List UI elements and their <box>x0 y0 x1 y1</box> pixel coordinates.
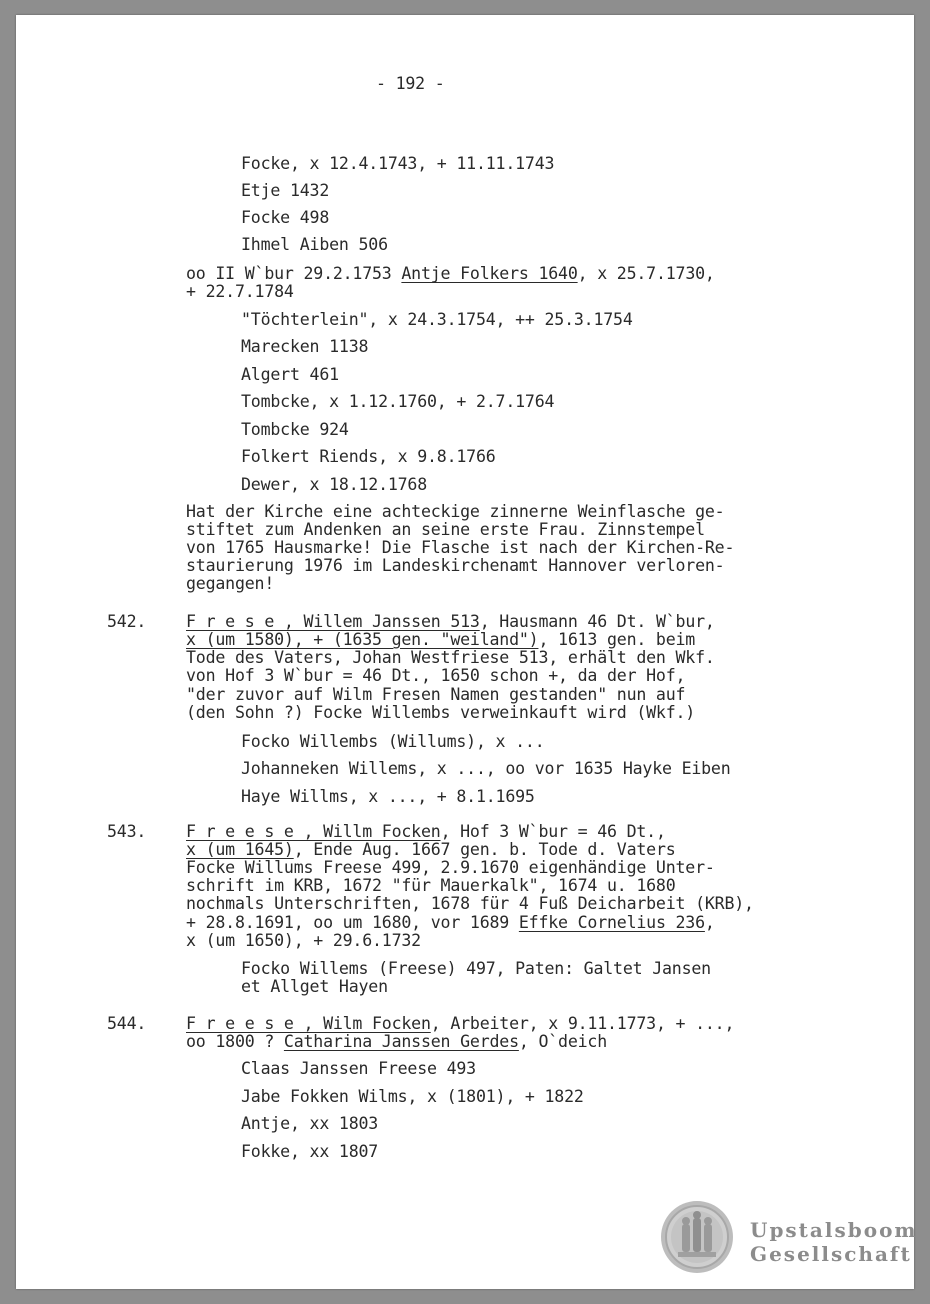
entry-dates-line <box>186 841 676 859</box>
entry-dates-line <box>186 631 695 649</box>
watermark-line-1: Upstalsboom <box>750 1218 918 1242</box>
child-line: Focko Willems (Freese) 497, Paten: Galtet Jansen <box>241 959 711 978</box>
child-line: Ihmel Aiben 506 <box>241 235 388 254</box>
child-line: Fokke, xx 1807 <box>241 1142 379 1161</box>
entry-head-line <box>186 1015 734 1033</box>
entry-dates: x (um 1645) <box>186 840 294 859</box>
entry-text-line: schrift im KRB, 1672 "für Mauerkalk", 1674 u. 1680 <box>186 876 676 895</box>
entry-number: 543. <box>107 822 147 841</box>
entry-dates: x (um 1580), + (1635 gen. "weiland") <box>186 630 539 649</box>
marriage-line <box>186 265 715 283</box>
entry-spouse-line <box>186 914 715 932</box>
entry-text-line: (den Sohn ?) Focke Willembs verweinkauft wird (Wkf.) <box>186 703 696 722</box>
child-line: Haye Willms, x ..., + 8.1.1695 <box>241 787 535 806</box>
child-line: Dewer, x 18.12.1768 <box>241 475 428 494</box>
page-number: - 192 - <box>376 74 445 93</box>
child-line: Algert 461 <box>241 365 339 384</box>
entry-head-line <box>186 823 666 841</box>
entry-dates-rest: , 1613 gen. beim <box>538 630 696 649</box>
note-line: stiftet zum Andenken an seine erste Frau. Zinnstempel <box>186 520 705 539</box>
marriage-suffix: , x 25.7.1730, <box>577 264 715 283</box>
child-line: Focke 498 <box>241 208 330 227</box>
note-line: staurierung 1976 im Landeskirchenamt Hannover verloren- <box>186 556 725 575</box>
entry-name: F r e e s e , Wilm Focken <box>186 1014 431 1033</box>
entry-number: 542. <box>107 612 147 631</box>
entry-text-line: Tode des Vaters, Johan Westfriese 513, erhält den Wkf. <box>186 648 715 667</box>
spouse-name: Catharina Janssen Gerdes <box>283 1032 519 1051</box>
entry-head-rest: , Hof 3 W`bur = 46 Dt., <box>440 822 666 841</box>
child-line: Etje 1432 <box>241 181 330 200</box>
seal-icon <box>660 1200 734 1274</box>
entry-head-rest: , Arbeiter, x 9.11.1773, + ..., <box>430 1014 735 1033</box>
entry-name: F r e s e , Willem Janssen 513 <box>186 612 480 631</box>
child-line: Marecken 1138 <box>241 337 369 356</box>
entry-head-line <box>186 613 715 631</box>
child-line: Claas Janssen Freese 493 <box>241 1059 476 1078</box>
entry-text-line: von Hof 3 W`bur = 46 Dt., 1650 schon +, da der Hof, <box>186 666 686 685</box>
entry-text-line: "der zuvor auf Wilm Fresen Namen gestanden" nun auf <box>186 685 686 704</box>
entry-number: 544. <box>107 1014 147 1033</box>
entry-name: F r e e s e , Willm Focken <box>186 822 441 841</box>
entry-dates-rest: , Ende Aug. 1667 gen. b. Tode d. Vaters <box>293 840 676 859</box>
spouse-prefix: + 28.8.1691, oo um 1680, vor 1689 <box>186 913 519 932</box>
spouse-suffix: , <box>704 913 715 932</box>
child-line: et Allget Hayen <box>241 977 388 996</box>
note-line: Hat der Kirche eine achteckige zinnerne Weinflasche ge- <box>186 502 725 521</box>
child-line: Focke, x 12.4.1743, + 11.11.1743 <box>241 154 555 173</box>
spouse-suffix: , O`deich <box>518 1032 607 1051</box>
marriage-death-line: + 22.7.1784 <box>186 282 294 301</box>
child-line: "Töchterlein", x 24.3.1754, ++ 25.3.1754 <box>241 310 633 329</box>
child-line: Johanneken Willems, x ..., oo vor 1635 Hayke Eiben <box>241 759 731 778</box>
entry-head-rest: , Hausmann 46 Dt. W`bur, <box>479 612 715 631</box>
spouse-name: Antje Folkers 1640 <box>401 264 578 283</box>
note-line: gegangen! <box>186 574 275 593</box>
watermark-line-2: Gesellschaft <box>750 1242 912 1266</box>
entry-spouse-line <box>186 1033 607 1051</box>
entry-text-line: Focke Willums Freese 499, 2.9.1670 eigenhändige Unter- <box>186 858 715 877</box>
child-line: Jabe Fokken Wilms, x (1801), + 1822 <box>241 1087 584 1106</box>
child-line: Folkert Riends, x 9.8.1766 <box>241 447 496 466</box>
entry-text-line: x (um 1650), + 29.6.1732 <box>186 931 421 950</box>
spouse-prefix: oo 1800 ? <box>186 1032 284 1051</box>
spouse-name: Effke Cornelius 236 <box>518 913 705 932</box>
child-line: Antje, xx 1803 <box>241 1114 379 1133</box>
child-line: Tombcke 924 <box>241 420 349 439</box>
note-line: von 1765 Hausmarke! Die Flasche ist nach der Kirchen-Re- <box>186 538 735 557</box>
child-line: Focko Willembs (Willums), x ... <box>241 732 545 751</box>
child-line: Tombcke, x 1.12.1760, + 2.7.1764 <box>241 392 555 411</box>
entry-text-line: nochmals Unterschriften, 1678 für 4 Fuß Deicharbeit (KRB), <box>186 894 754 913</box>
marriage-prefix: oo II W`bur 29.2.1753 <box>186 264 402 283</box>
